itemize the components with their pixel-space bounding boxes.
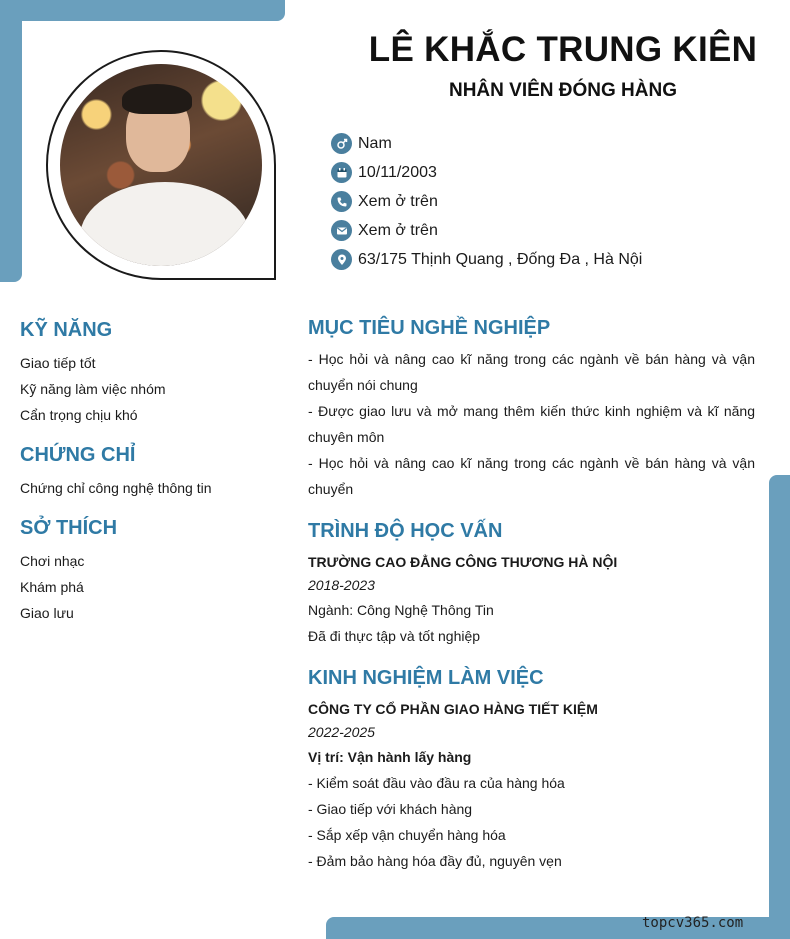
mail-icon [331, 220, 352, 241]
contact-gender-text: Nam [358, 134, 392, 152]
objective-item: - Học hỏi và nâng cao kĩ năng trong các ngành về bán hàng và vận chuyển [308, 455, 755, 497]
photo-shirt [80, 182, 250, 266]
calendar-icon [331, 162, 352, 183]
contact-birthday-text: 10/11/2003 [358, 163, 437, 181]
hobby-item: Khám phá [20, 579, 84, 595]
certificate-item: Chứng chỉ công nghệ thông tin [20, 480, 212, 496]
contact-phone-text: Xem ở trên [358, 192, 438, 210]
location-icon [331, 249, 352, 270]
duty-item: - Sắp xếp vận chuyển hàng hóa [308, 827, 506, 843]
objective-title: MỤC TIÊU NGHỀ NGHIỆP [308, 317, 551, 339]
skill-item: Cẩn trọng chịu khó [20, 407, 138, 423]
phone-icon [331, 191, 352, 212]
contact-gender [331, 129, 642, 158]
contact-address [331, 245, 642, 274]
watermark-text: topcv365.com [642, 915, 744, 931]
company-name: CÔNG TY CỔ PHẦN GIAO HÀNG TIẾT KIỆM [308, 701, 598, 717]
photo-hair [122, 84, 192, 114]
education-major: Ngành: Công Nghệ Thông Tin [308, 602, 494, 618]
left-decor-bar [0, 0, 22, 282]
education-period: 2018-2023 [308, 577, 375, 593]
certificates-title: CHỨNG CHỈ [20, 444, 136, 466]
hobbies-title: SỞ THÍCH [20, 517, 118, 539]
duty-item: - Đảm bảo hàng hóa đầy đủ, nguyên vẹn [308, 853, 562, 869]
gender-icon [331, 133, 352, 154]
top-decor-bar [0, 0, 285, 21]
duty-item: - Giao tiếp với khách hàng [308, 801, 473, 817]
job-title: NHÂN VIÊN ĐÓNG HÀNG [448, 80, 677, 101]
contact-phone [331, 187, 642, 216]
hobby-item: Chơi nhạc [20, 553, 85, 569]
profile-photo [60, 64, 262, 266]
right-decor-bar [769, 475, 790, 939]
contact-list [331, 129, 642, 274]
education-note: Đã đi thực tập và tốt nghiệp [308, 628, 481, 644]
contact-birthday [331, 158, 642, 187]
skills-title: KỸ NĂNG [20, 319, 113, 341]
objective-list [308, 346, 755, 502]
contact-address-text: 63/175 Thịnh Quang , Đống Đa , Hà Nội [358, 250, 643, 268]
skill-item: Giao tiếp tốt [20, 355, 96, 371]
contact-email-text: Xem ở trên [358, 221, 438, 239]
profile-photo-frame [46, 50, 276, 280]
candidate-name: LÊ KHẮC TRUNG KIÊN [368, 30, 758, 69]
contact-email [331, 216, 642, 245]
objective-item: - Được giao lưu và mở mang thêm kiến thức kinh nghiệm và kĩ năng chuyên môn [308, 403, 755, 445]
experience-title: KINH NGHIỆM LÀM VIỆC [308, 667, 544, 689]
education-title: TRÌNH ĐỘ HỌC VẤN [308, 520, 503, 542]
duty-item: - Kiểm soát đầu vào đầu ra của hàng hóa [308, 775, 565, 791]
hobby-item: Giao lưu [20, 605, 74, 621]
objective-item: - Học hỏi và nâng cao kĩ năng trong các ngành về bán hàng và vận chuyển nói chung [308, 351, 755, 393]
experience-position: Vị trí: Vận hành lấy hàng [308, 749, 472, 765]
skill-item: Kỹ năng làm việc nhóm [20, 381, 166, 397]
school-name: TRƯỜNG CAO ĐẲNG CÔNG THƯƠNG HÀ NỘI [308, 554, 618, 570]
experience-period: 2022-2025 [308, 724, 375, 740]
